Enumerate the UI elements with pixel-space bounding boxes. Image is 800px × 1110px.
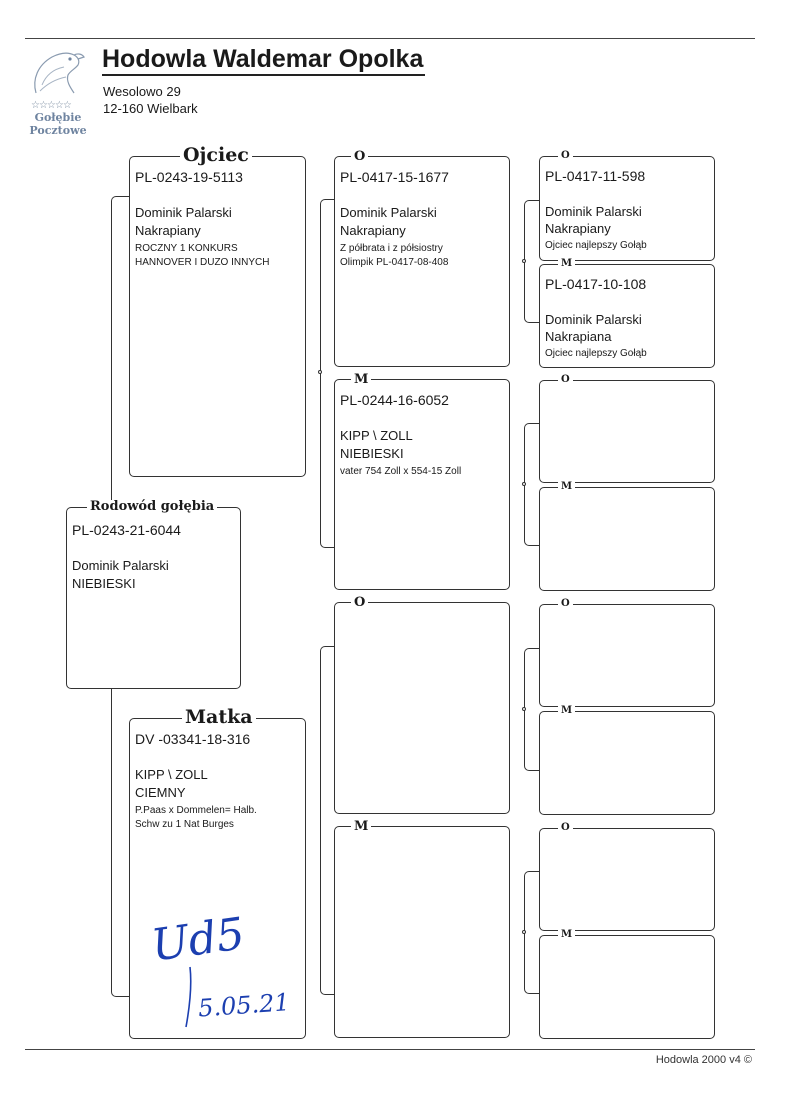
maternal-grandmother-card xyxy=(334,819,510,1038)
father-note-line1: ROCZNY 1 KONKURS xyxy=(135,243,238,254)
connector-dot xyxy=(318,370,322,374)
maternal-grandfather-card xyxy=(334,595,510,814)
paternal-grandfather-owner: Dominik Palarski xyxy=(340,205,437,220)
father-legend: Ojciec xyxy=(180,146,252,165)
ggp-ffm-color: Nakrapiana xyxy=(545,329,612,344)
ggp-ffm-legend: M xyxy=(558,259,575,269)
pigeon-logo-icon xyxy=(18,45,98,101)
connector-dot xyxy=(522,707,526,711)
pigeon-card xyxy=(66,499,241,689)
maternal-grandfather-legend: O xyxy=(351,596,368,609)
connector-dot xyxy=(522,930,526,934)
mother-note-line2: Schw zu 1 Nat Burges xyxy=(135,819,234,830)
bracket-mf-parents xyxy=(524,648,540,771)
ggp-mmm-legend: M xyxy=(558,930,575,940)
ggp-mmm-card xyxy=(539,929,715,1039)
pigeon-legend: Rodowód gołębia xyxy=(87,500,217,513)
ggp-fmm-legend: M xyxy=(558,482,575,492)
mother-line1: KIPP \ ZOLL xyxy=(135,767,208,782)
page-title: Hodowla Waldemar Opolka xyxy=(102,45,425,76)
paternal-grandfather-card xyxy=(334,149,510,367)
bracket-fm-parents xyxy=(524,423,540,546)
pigeon-color: NIEBIESKI xyxy=(72,576,136,591)
ggp-ffm-ring-number: PL-0417-10-108 xyxy=(545,276,647,292)
paternal-grandfather-legend: O xyxy=(351,150,368,163)
father-note-line2: HANNOVER I DUZO INNYCH xyxy=(135,257,270,268)
mother-legend: Matka xyxy=(182,708,256,727)
ggp-mfm-legend: M xyxy=(558,706,575,716)
logo-text-pocztowe: Pocztowe xyxy=(29,124,87,137)
paternal-grandmother-line1: KIPP \ ZOLL xyxy=(340,428,413,443)
ggp-fff-legend: O xyxy=(558,151,573,161)
mother-color: CIEMNY xyxy=(135,785,186,800)
signature-initials: Ud5 xyxy=(148,908,248,972)
bottom-rule xyxy=(25,1049,755,1050)
logo-stars: ☆☆☆☆☆ xyxy=(31,100,71,111)
paternal-grandmother-legend: M xyxy=(351,373,371,386)
ggp-ffm-card xyxy=(539,258,715,368)
bracket-mm-parents xyxy=(524,871,540,994)
ggp-ffm-note: Ojciec najlepszy Gołąb xyxy=(545,348,647,359)
ggp-mfm-card xyxy=(539,705,715,815)
footer-credit: Hodowla 2000 v4 © xyxy=(655,1054,752,1066)
paternal-grandfather-color: Nakrapiany xyxy=(340,223,406,238)
ggp-fmm-card xyxy=(539,481,715,591)
pigeon-ring-number: PL-0243-21-6044 xyxy=(72,522,181,538)
paternal-grandfather-ring-number: PL-0417-15-1677 xyxy=(340,169,449,185)
paternal-grandmother-note-line1: vater 754 Zoll x 554-15 Zoll xyxy=(340,466,462,477)
signature-date: 5.05.21 xyxy=(197,988,291,1023)
ggp-fff-note: Ojciec najlepszy Gołąb xyxy=(545,240,647,251)
ggp-fff-color: Nakrapiany xyxy=(545,221,611,236)
paternal-grandmother-color: NIEBIESKI xyxy=(340,446,404,461)
ggp-ffm-owner: Dominik Palarski xyxy=(545,312,642,327)
ggp-fff-owner: Dominik Palarski xyxy=(545,204,642,219)
pigeon-owner: Dominik Palarski xyxy=(72,558,169,573)
father-owner: Dominik Palarski xyxy=(135,205,232,220)
mother-note-line1: P.Paas x Dommelen= Halb. xyxy=(135,805,257,816)
paternal-grandfather-note-line2: Olimpik PL-0417-08-408 xyxy=(340,257,449,268)
ggp-fff-ring-number: PL-0417-11-598 xyxy=(545,168,646,184)
ggp-mmf-legend: O xyxy=(558,823,573,833)
ggp-fmf-card xyxy=(539,374,715,483)
father-ring-number: PL-0243-19-5113 xyxy=(135,169,243,185)
ggp-mff-card xyxy=(539,598,715,707)
mother-ring-number: DV -03341-18-316 xyxy=(135,731,251,747)
paternal-grandmother-ring-number: PL-0244-16-6052 xyxy=(340,392,449,408)
ggp-mmf-card xyxy=(539,822,715,931)
maternal-grandmother-legend: M xyxy=(351,820,371,833)
ggp-fmf-legend: O xyxy=(558,375,573,385)
bracket-ff-parents xyxy=(524,200,540,323)
ggp-mff-legend: O xyxy=(558,599,573,609)
ggp-fff-card xyxy=(539,150,715,261)
address-city: 12-160 Wielbark xyxy=(103,101,198,116)
top-rule xyxy=(25,38,755,39)
connector-dot xyxy=(522,259,526,263)
logo xyxy=(18,45,98,140)
paternal-grandmother-card xyxy=(334,372,510,590)
address-street: Wesolowo 29 xyxy=(103,84,181,99)
father-card xyxy=(129,144,306,477)
logo-text-golebie: Gołębie xyxy=(34,111,82,124)
father-color: Nakrapiany xyxy=(135,223,201,238)
connector-dot xyxy=(522,482,526,486)
handwritten-signature xyxy=(140,895,310,1035)
paternal-grandfather-note-line1: Z półbrata i z półsiostry xyxy=(340,243,443,254)
